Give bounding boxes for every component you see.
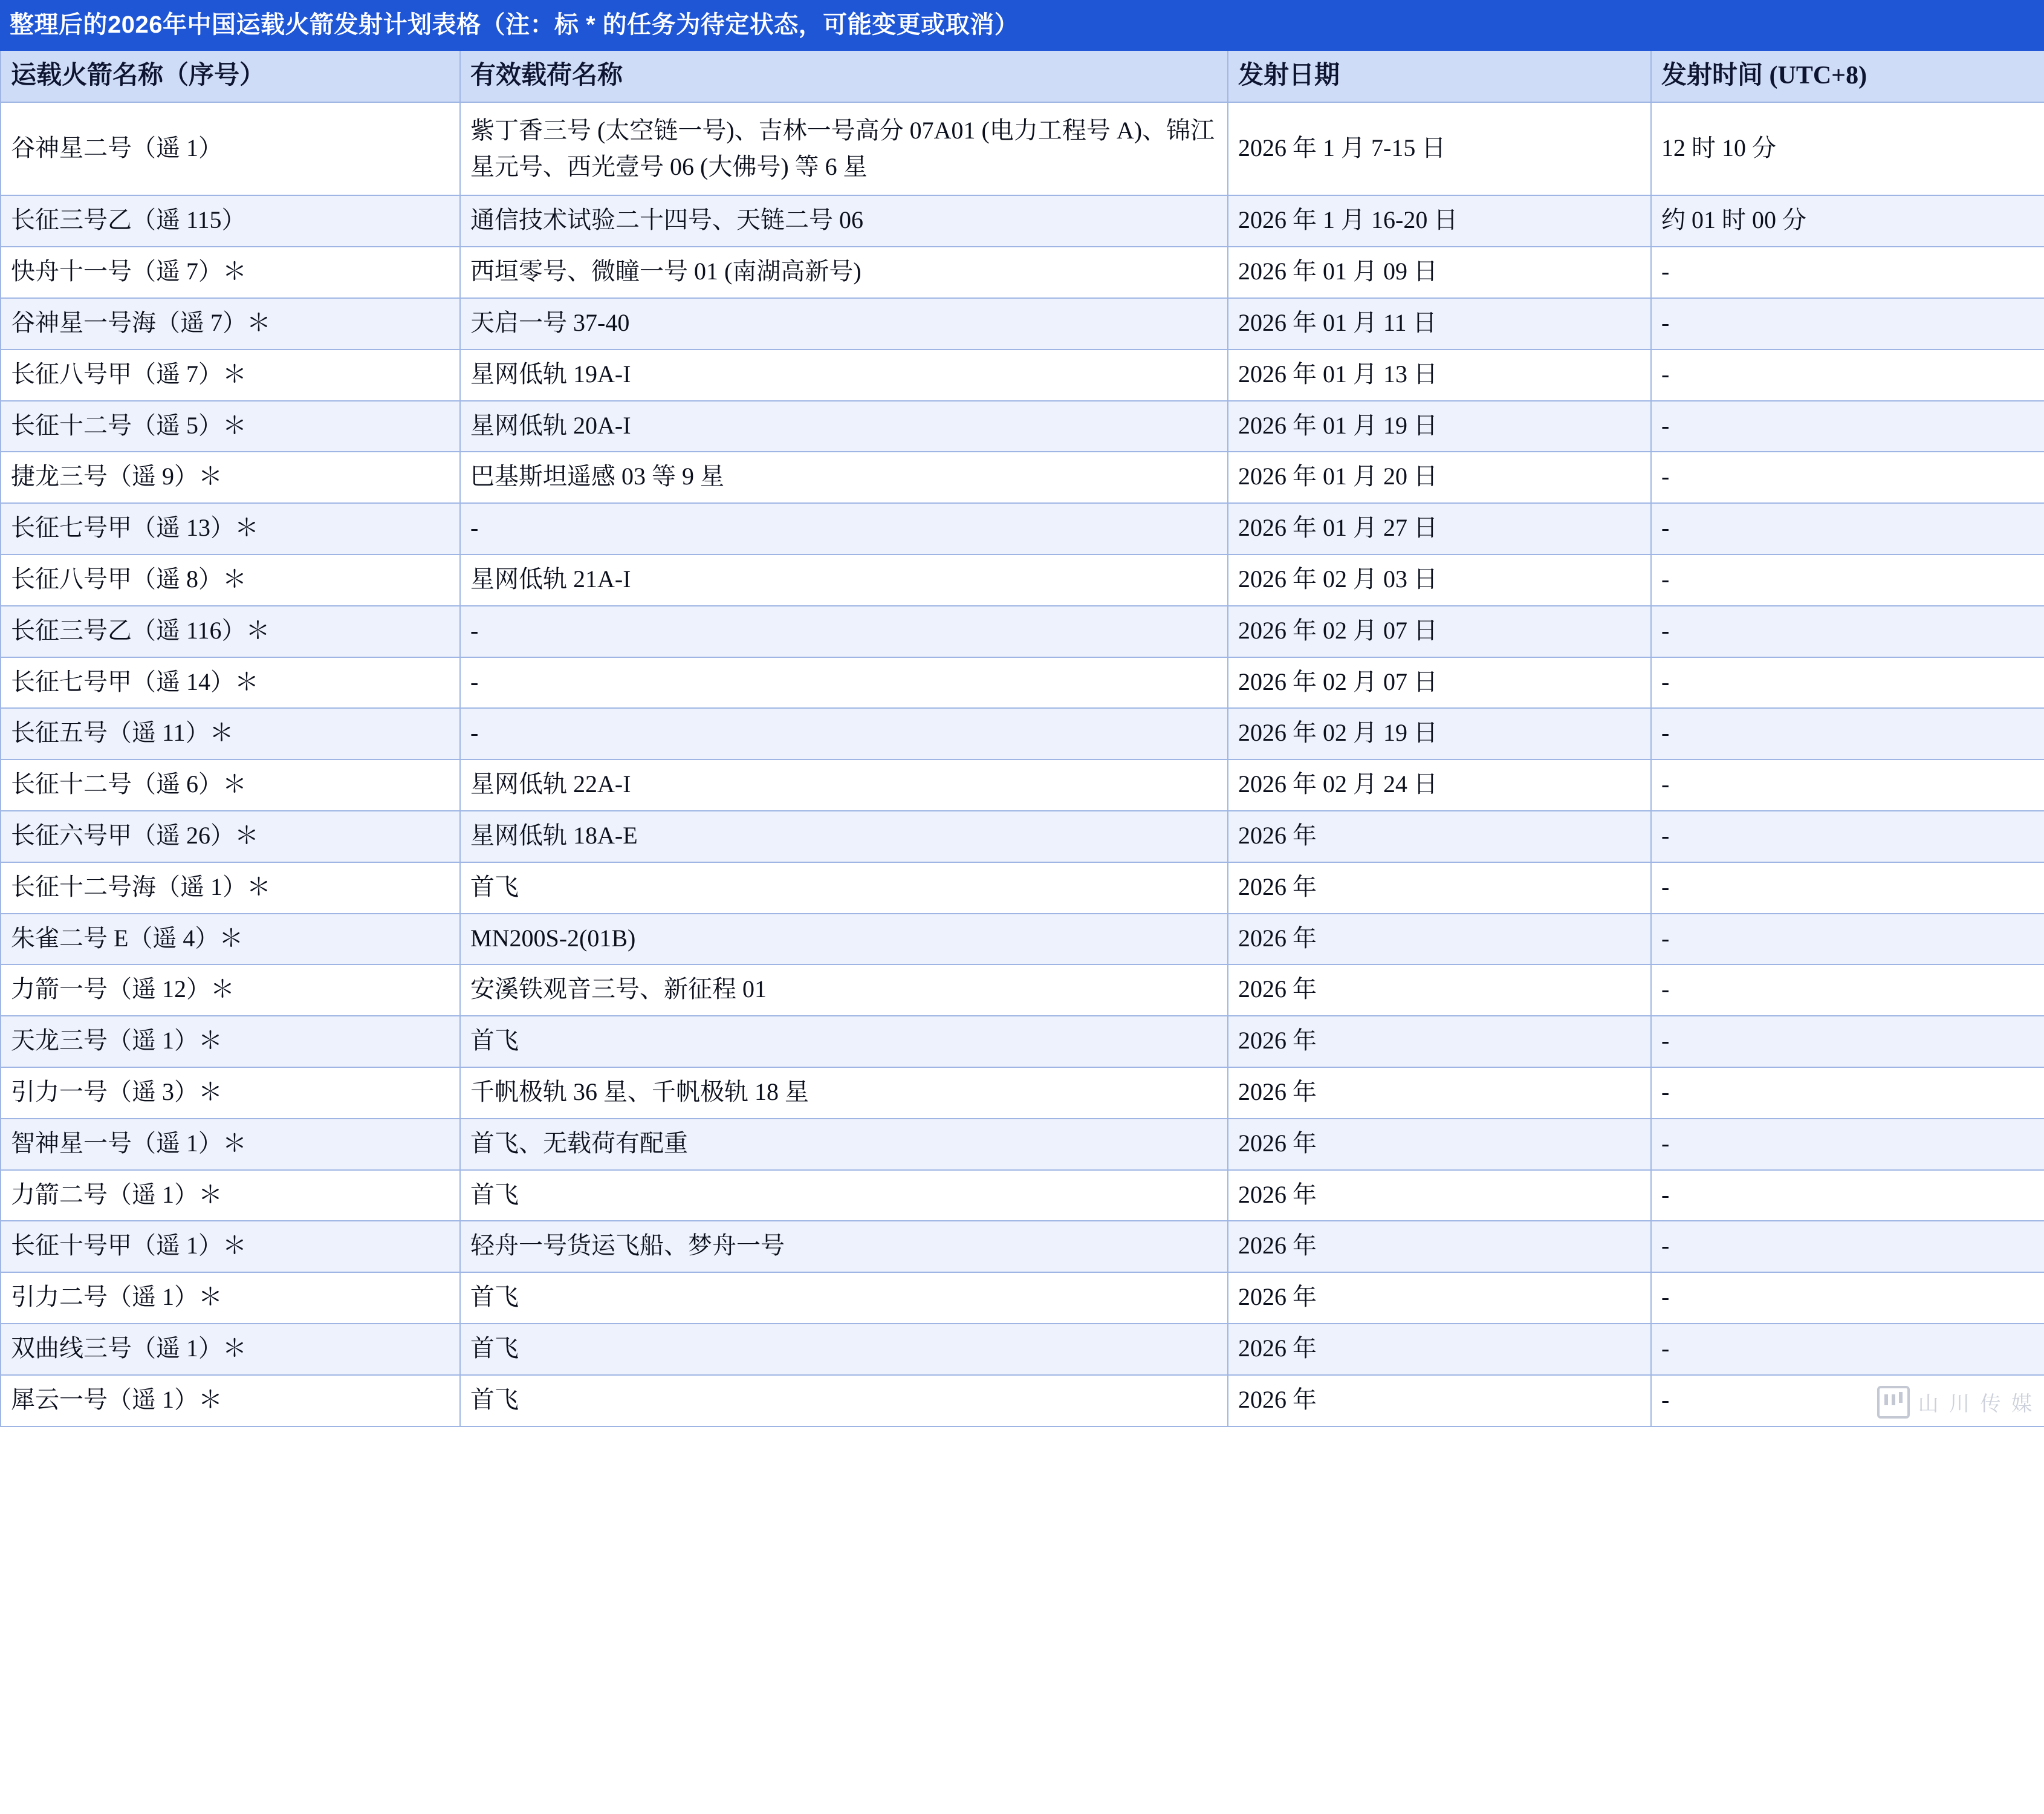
table-row: [1, 554, 2044, 606]
cell-launch-time: 12 时 10 分: [1651, 102, 2044, 195]
cell-launch-time: -: [1651, 452, 2044, 503]
cell-rocket-name: 引力二号（遥 1）＊: [1, 1272, 460, 1324]
table-row: [1, 708, 2044, 759]
cell-launch-time: -: [1651, 1016, 2044, 1067]
cell-rocket-name: 犀云一号（遥 1）＊: [1, 1375, 460, 1426]
table-row: [1, 298, 2044, 349]
column-header-date: 发射日期: [1228, 50, 1651, 102]
cell-launch-time: -: [1651, 401, 2044, 452]
table-row: [1, 349, 2044, 401]
cell-rocket-name: 朱雀二号 E（遥 4）＊: [1, 914, 460, 965]
cell-rocket-name: 长征十二号海（遥 1）＊: [1, 862, 460, 914]
cell-launch-time: 约 01 时 00 分: [1651, 195, 2044, 247]
cell-rocket-name: 快舟十一号（遥 7）＊: [1, 247, 460, 298]
cell-rocket-name: 谷神星一号海（遥 7）＊: [1, 298, 460, 349]
cell-launch-date: 2026 年: [1228, 1016, 1651, 1067]
cell-launch-date: 2026 年 1 月 16-20 日: [1228, 195, 1651, 247]
cell-rocket-name: 长征十二号（遥 6）＊: [1, 759, 460, 811]
cell-rocket-name: 智神星一号（遥 1）＊: [1, 1119, 460, 1170]
cell-payload-name: 星网低轨 18A-E: [460, 811, 1228, 862]
cell-payload-name: 巴基斯坦遥感 03 等 9 星: [460, 452, 1228, 503]
cell-launch-time: -: [1651, 1170, 2044, 1221]
cell-payload-name: 西垣零号、微瞳一号 01 (南湖高新号): [460, 247, 1228, 298]
cell-launch-time: -: [1651, 503, 2044, 554]
cell-rocket-name: 双曲线三号（遥 1）＊: [1, 1324, 460, 1375]
cell-rocket-name: 长征六号甲（遥 26）＊: [1, 811, 460, 862]
cell-payload-name: 首飞: [460, 1324, 1228, 1375]
cell-launch-date: 2026 年: [1228, 1375, 1651, 1426]
cell-payload-name: 首飞: [460, 862, 1228, 914]
table-row: [1, 1119, 2044, 1170]
cell-launch-date: 2026 年 01 月 20 日: [1228, 452, 1651, 503]
table-row: [1, 1272, 2044, 1324]
cell-payload-name: 千帆极轨 36 星、千帆极轨 18 星: [460, 1067, 1228, 1119]
cell-rocket-name: 长征八号甲（遥 7）＊: [1, 349, 460, 401]
cell-launch-date: 2026 年: [1228, 811, 1651, 862]
cell-launch-time: -: [1651, 914, 2044, 965]
cell-rocket-name: 长征八号甲（遥 8）＊: [1, 554, 460, 606]
cell-launch-date: 2026 年 02 月 19 日: [1228, 708, 1651, 759]
table-title-row: [1, 1, 2044, 50]
table-row: [1, 964, 2044, 1016]
cell-launch-date: 2026 年: [1228, 964, 1651, 1016]
cell-launch-time: -: [1651, 811, 2044, 862]
page-title: 整理后的2026年中国运载火箭发射计划表格（注：标 * 的任务为待定状态，可能变更或取消）: [1, 1, 2044, 50]
cell-launch-date: 2026 年 01 月 09 日: [1228, 247, 1651, 298]
cell-launch-date: 2026 年 02 月 07 日: [1228, 657, 1651, 709]
cell-rocket-name: 长征三号乙（遥 116）＊: [1, 606, 460, 657]
cell-rocket-name: 长征五号（遥 11）＊: [1, 708, 460, 759]
table-row: [1, 102, 2044, 195]
cell-launch-time: -: [1651, 247, 2044, 298]
table-row: [1, 401, 2044, 452]
cell-payload-name: 星网低轨 20A-I: [460, 401, 1228, 452]
media-logo-icon: [1877, 1386, 1910, 1419]
table-header-row: [1, 50, 2044, 102]
cell-payload-name: 首飞、无载荷有配重: [460, 1119, 1228, 1170]
column-header-rocket: 运载火箭名称（序号）: [1, 50, 460, 102]
cell-payload-name: 星网低轨 19A-I: [460, 349, 1228, 401]
column-header-time: 发射时间 (UTC+8): [1651, 50, 2044, 102]
table-row: [1, 1016, 2044, 1067]
table-row: [1, 606, 2044, 657]
cell-launch-time: -: [1651, 1221, 2044, 1272]
cell-rocket-name: 长征十二号（遥 5）＊: [1, 401, 460, 452]
table-row: [1, 503, 2044, 554]
cell-payload-name: 轻舟一号货运飞船、梦舟一号: [460, 1221, 1228, 1272]
cell-launch-date: 2026 年 01 月 11 日: [1228, 298, 1651, 349]
table-row: [1, 247, 2044, 298]
cell-launch-date: 2026 年: [1228, 1324, 1651, 1375]
cell-rocket-name: 长征十号甲（遥 1）＊: [1, 1221, 460, 1272]
cell-launch-date: 2026 年 02 月 03 日: [1228, 554, 1651, 606]
cell-payload-name: -: [460, 606, 1228, 657]
table-row: [1, 657, 2044, 709]
cell-launch-time: -: [1651, 708, 2044, 759]
table-row: [1, 1170, 2044, 1221]
cell-launch-time: -: [1651, 1375, 2044, 1426]
cell-launch-date: 2026 年 01 月 19 日: [1228, 401, 1651, 452]
cell-payload-name: 首飞: [460, 1170, 1228, 1221]
cell-payload-name: 紫丁香三号 (太空链一号)、吉林一号高分 07A01 (电力工程号 A)、锦江星元号、西光壹号 06 (大佛号) 等 6 星: [460, 102, 1228, 195]
cell-rocket-name: 捷龙三号（遥 9）＊: [1, 452, 460, 503]
cell-rocket-name: 长征七号甲（遥 14）＊: [1, 657, 460, 709]
cell-launch-date: 2026 年: [1228, 914, 1651, 965]
column-header-payload: 有效载荷名称: [460, 50, 1228, 102]
cell-launch-time: -: [1651, 964, 2044, 1016]
cell-payload-name: -: [460, 503, 1228, 554]
table-row: [1, 452, 2044, 503]
cell-launch-date: 2026 年: [1228, 1170, 1651, 1221]
cell-launch-date: 2026 年 1 月 7-15 日: [1228, 102, 1651, 195]
cell-payload-name: 首飞: [460, 1375, 1228, 1426]
cell-launch-date: 2026 年 01 月 13 日: [1228, 349, 1651, 401]
table-row: [1, 1375, 2044, 1426]
table-row: [1, 1324, 2044, 1375]
table-row: [1, 1221, 2044, 1272]
table-row: [1, 914, 2044, 965]
cell-launch-date: 2026 年: [1228, 1067, 1651, 1119]
cell-rocket-name: 长征三号乙（遥 115）: [1, 195, 460, 247]
cell-launch-time: -: [1651, 1272, 2044, 1324]
table-row: [1, 1067, 2044, 1119]
table-row: [1, 759, 2044, 811]
cell-launch-time: -: [1651, 862, 2044, 914]
cell-payload-name: 星网低轨 22A-I: [460, 759, 1228, 811]
cell-launch-date: 2026 年 02 月 24 日: [1228, 759, 1651, 811]
cell-rocket-name: 引力一号（遥 3）＊: [1, 1067, 460, 1119]
table-row: [1, 862, 2044, 914]
cell-payload-name: 安溪铁观音三号、新征程 01: [460, 964, 1228, 1016]
cell-launch-time: -: [1651, 554, 2044, 606]
cell-launch-time: -: [1651, 349, 2044, 401]
cell-launch-time: -: [1651, 1324, 2044, 1375]
table-row: [1, 195, 2044, 247]
cell-payload-name: 首飞: [460, 1272, 1228, 1324]
cell-rocket-name: 天龙三号（遥 1）＊: [1, 1016, 460, 1067]
cell-launch-date: 2026 年: [1228, 1272, 1651, 1324]
cell-payload-name: MN200S-2(01B): [460, 914, 1228, 965]
cell-payload-name: -: [460, 708, 1228, 759]
cell-launch-time: -: [1651, 1119, 2044, 1170]
cell-launch-date: 2026 年: [1228, 1221, 1651, 1272]
cell-payload-name: 通信技术试验二十四号、天链二号 06: [460, 195, 1228, 247]
cell-rocket-name: 长征七号甲（遥 13）＊: [1, 503, 460, 554]
cell-launch-date: 2026 年 02 月 07 日: [1228, 606, 1651, 657]
corner-watermark-text: 山 川 传 媒: [1918, 1393, 2034, 1416]
cell-rocket-name: 力箭二号（遥 1）＊: [1, 1170, 460, 1221]
cell-launch-time: -: [1651, 759, 2044, 811]
corner-watermark: [1877, 1386, 2034, 1419]
cell-launch-time: -: [1651, 298, 2044, 349]
cell-launch-time: -: [1651, 1067, 2044, 1119]
cell-launch-time: -: [1651, 657, 2044, 709]
cell-launch-date: 2026 年 01 月 27 日: [1228, 503, 1651, 554]
cell-launch-date: 2026 年: [1228, 862, 1651, 914]
cell-payload-name: 天启一号 37-40: [460, 298, 1228, 349]
cell-payload-name: 星网低轨 21A-I: [460, 554, 1228, 606]
cell-payload-name: -: [460, 657, 1228, 709]
cell-rocket-name: 谷神星二号（遥 1）: [1, 102, 460, 195]
cell-launch-time: -: [1651, 606, 2044, 657]
cell-payload-name: 首飞: [460, 1016, 1228, 1067]
table-body: [1, 102, 2044, 1426]
cell-launch-date: 2026 年: [1228, 1119, 1651, 1170]
table-row: [1, 811, 2044, 862]
cell-rocket-name: 力箭一号（遥 12）＊: [1, 964, 460, 1016]
